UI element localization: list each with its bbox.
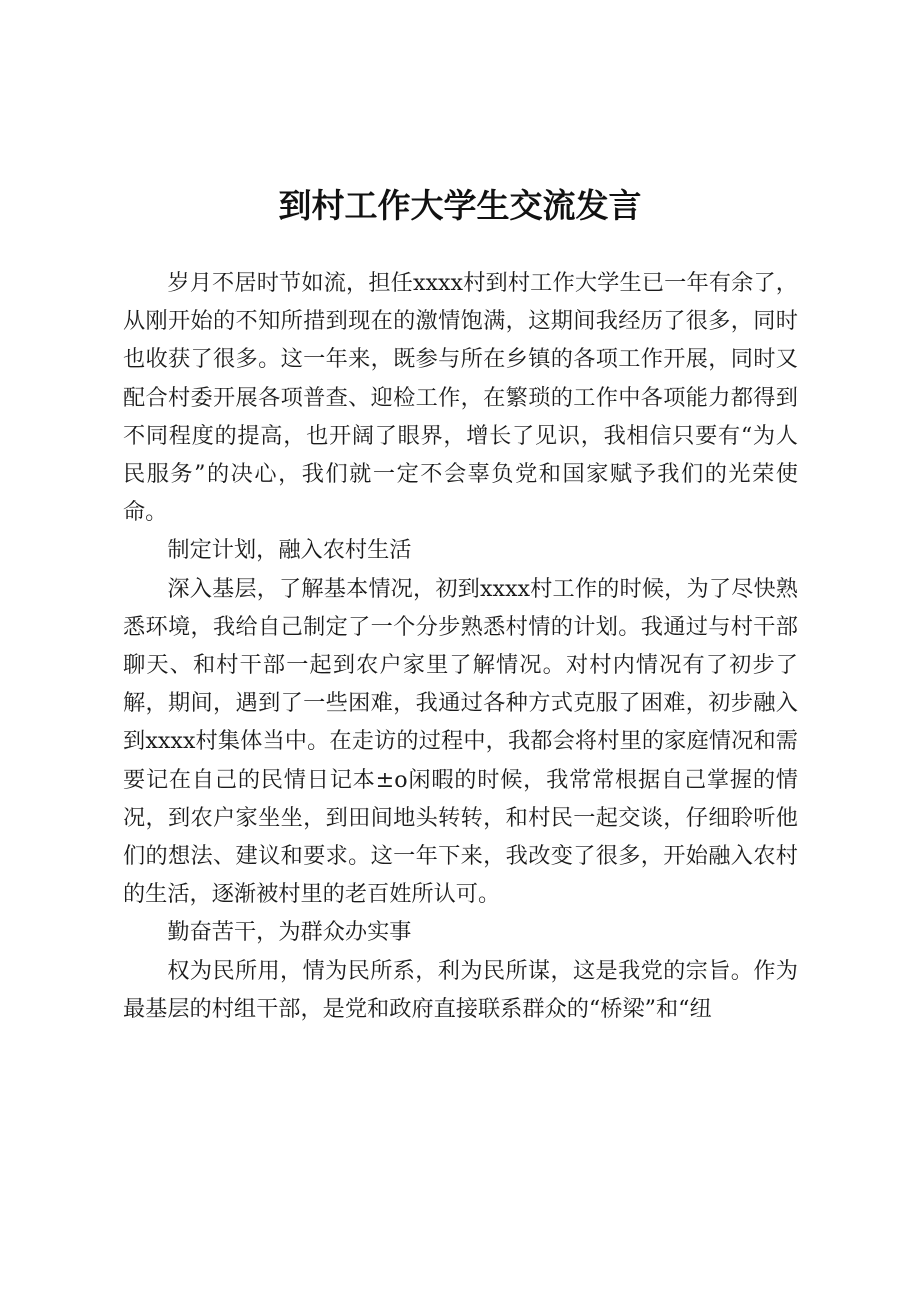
document-title: 到村工作大学生交流发言: [278, 186, 642, 225]
paragraph-work: 权为民所用，情为民所系，利为民所谋，这是我党的宗旨。作为最基层的村组干部，是党和政府直接联系群众的“桥梁”和“纽: [123, 957, 798, 1022]
document-body: [123, 264, 798, 1028]
section-heading-plan: 制定计划，融入农村生活: [167, 537, 412, 564]
section-heading-work: 勤奋苦干，为群众办实事: [167, 919, 412, 946]
paragraph-plan: 深入基层，了解基本情况，初到xxxx村工作的时候，为了尽快熟悉环境，我给自己制定了一个分步熟悉村情的计划。我通过与村干部聊天、和村干部一起到农户家里了解情况。对村内情况有了初步了解，期间，遇到了一些困难，我通过各种方式克服了困难，初步融入到xxxx村集体当中。在走访的过程中，我都会将村里的家庭情况和需要记在自己的民情日记本±o闲暇的时候，我常常根据自己掌握的情况，到农户家坐坐，到田间地头转转，和村民一起交谈，仔细聆听他们的想法、建议和要求。这一年下来，我改变了很多，开始融入农村的生活，逐渐被村里的老百姓所认可。: [123, 575, 798, 908]
paragraph-intro: 岁月不居时节如流，担任xxxx村到村工作大学生已一年有余了，从刚开始的不知所措到现在的激情饱满，这期间我经历了很多，同时也收获了很多。这一年来，既参与所在乡镇的各项工作开展，同时又配合村委开展各项普查、迎检工作，在繁琐的工作中各项能力都得到不同程度的提高，也开阔了眼界，增长了见识，我相信只要有“为人民服务”的决心，我们就一定不会辜负党和国家赋予我们的光荣使命。: [123, 270, 798, 526]
